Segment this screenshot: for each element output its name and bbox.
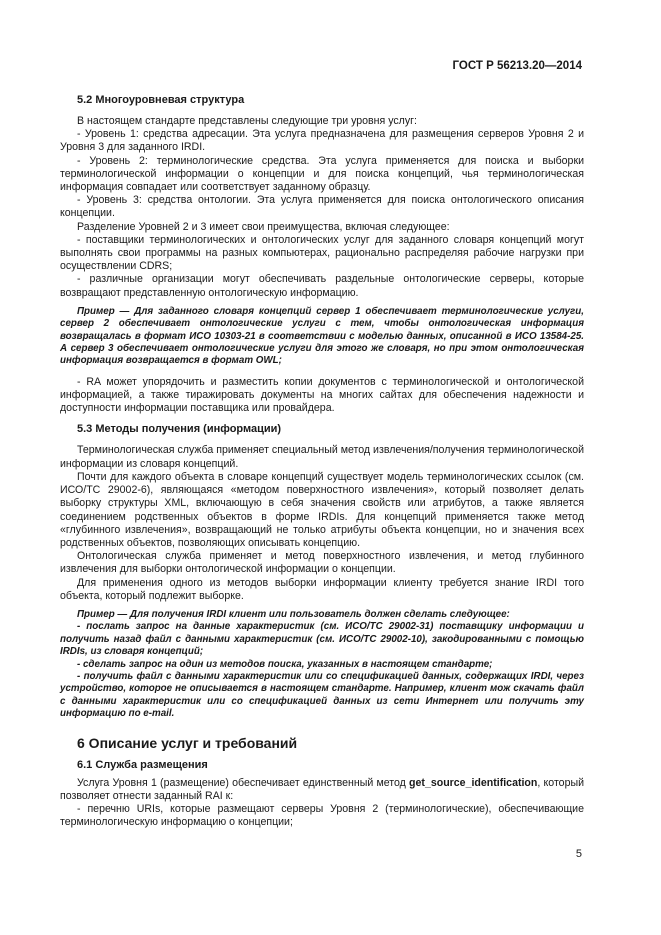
list-item: - поставщики терминологических и онтологических услуг для заданного словаря концепций могут выполнять свои программы на разных компьютерах, рационально распределяя рабочие нагрузки при осуществлении CDRS; (60, 233, 584, 273)
paragraph (60, 777, 584, 803)
list-item: - различные организации могут обеспечивать раздельные онтологические серверы, которые возвращают представленную онтологическую информацию. (60, 273, 584, 299)
page-number: 5 (575, 848, 582, 860)
list-item: - RA может упорядочить и разместить копии документов с терминологической и онтологической информацией, а также тиражировать документы на многих сайтах для обеспечения надежности и доступности информации поставщика или провайдера. (60, 375, 584, 415)
paragraph: Для применения одного из методов выборки информации клиенту требуется знание IRDI того объекта, который подлежит выборке. (60, 576, 584, 602)
paragraph: Терминологическая служба применяет специальный метод извлечения/получения терминологической информации из словаря концепций. (60, 444, 585, 470)
method-name: get_source_identification (409, 776, 538, 789)
document-header-id: ГОСТ Р 56213.20—2014 (452, 60, 582, 72)
example-block (60, 609, 584, 721)
paragraph: Разделение Уровней 2 и 3 имеет свои преимущества, включая следующее: (77, 220, 450, 233)
example-list-item: - получить файл с данными характеристик или со спецификацией данных, содержащих IRDI, через устройство, которое не описывается в настоящем стандарте. Например, клиент мож скачать файл с данными характеристик или со спецификацией данных из сети Интернет или получить эту информацию по e-mail. (60, 670, 584, 720)
paragraph-text: , который позволяет отнести заданный RAI к: (60, 776, 584, 802)
list-item: - перечню URIs, которые размещают серверы Уровня 2 (терминологические), обеспечивающие терминологическую информацию о концепции; (60, 802, 584, 829)
list-item: - Уровень 2: терминологические средства. Эта услуга применяется для поиска и выборки терминологической информации о концепции и для поиска концепций, чья терминологическая информация совпадает или соответствует заданному образцу. (60, 154, 584, 194)
paragraph: В настоящем стандарте представлены следующие три уровня услуг: (77, 115, 417, 127)
example-list-item: - сделать запрос на один из методов поиска, указанных в настоящем стандарте; (77, 658, 493, 670)
example-note: Пример — Для получения IRDI клиент или пользователь должен сделать следующее: (77, 608, 510, 620)
paragraph: Почти для каждого объекта в словаре концепций существует модель терминологических ссылок (см. ИСО/ТС 29002-6), являющаяся «методом поверхностного извлечения», который позволяет делать выборку структуры XML, включающую в себя значения свойств или атрибутов, а также является соединением родственных объектов в форме IRDIs. Для концепций применяется также метод «глубинного извлечения», возвращающий не только атрибуты объекта концепции, но и значения всех родственных объектов, позволяющих описывать концепцию. (60, 470, 584, 549)
list-item: - Уровень 1: средства адресации. Эта услуга предназначена для размещения серверов Уровня 2 и Уровня 3 для заданного IRDI. (60, 128, 584, 154)
document-body (60, 93, 584, 829)
example-note: Пример — Для заданного словаря концепций сервер 1 обеспечивает терминологические услуги, сервер 2 обеспечивает онтологические услуги с тем, чтобы онтологическая информация возвращалась в формат ИСО 10303-21 в соответствии с моделью данных, описанной в ИСО 13584-25. А сервер 3 обеспечивает онтологические услуги для этого же словаря, но при этом онтологическая информация возвращается в формат OWL; (60, 305, 584, 367)
paragraph: Онтологическая служба применяет и метод поверхностного извлечения, и метод глубинного извлечения для выборки онтологической информации о концепции. (60, 550, 584, 576)
section-5-3-title: 5.3 Методы получения (информации) (77, 423, 282, 436)
example-list-item: - послать запрос на данные характеристик (см. ИСО/ТС 29002-31) поставщику информации и получить назад файл с данными характеристик (см. ИСО/ТС 29002-10), закодированными с помощью IRDIs, из словаря концепций; (60, 621, 584, 658)
section-5-2-title: 5.2 Многоуровневая структура (77, 94, 245, 106)
paragraph-text: Услуга Уровня 1 (размещение) обеспечивает единственный метод (77, 776, 410, 789)
section-6-title: 6 Описание услуг и требований (77, 734, 298, 751)
list-item: - Уровень 3: средства онтологии. Эта услуга применяется для поиска онтологического описания концепции. (60, 194, 584, 220)
section-6-1-title: 6.1 Служба размещения (77, 758, 208, 771)
